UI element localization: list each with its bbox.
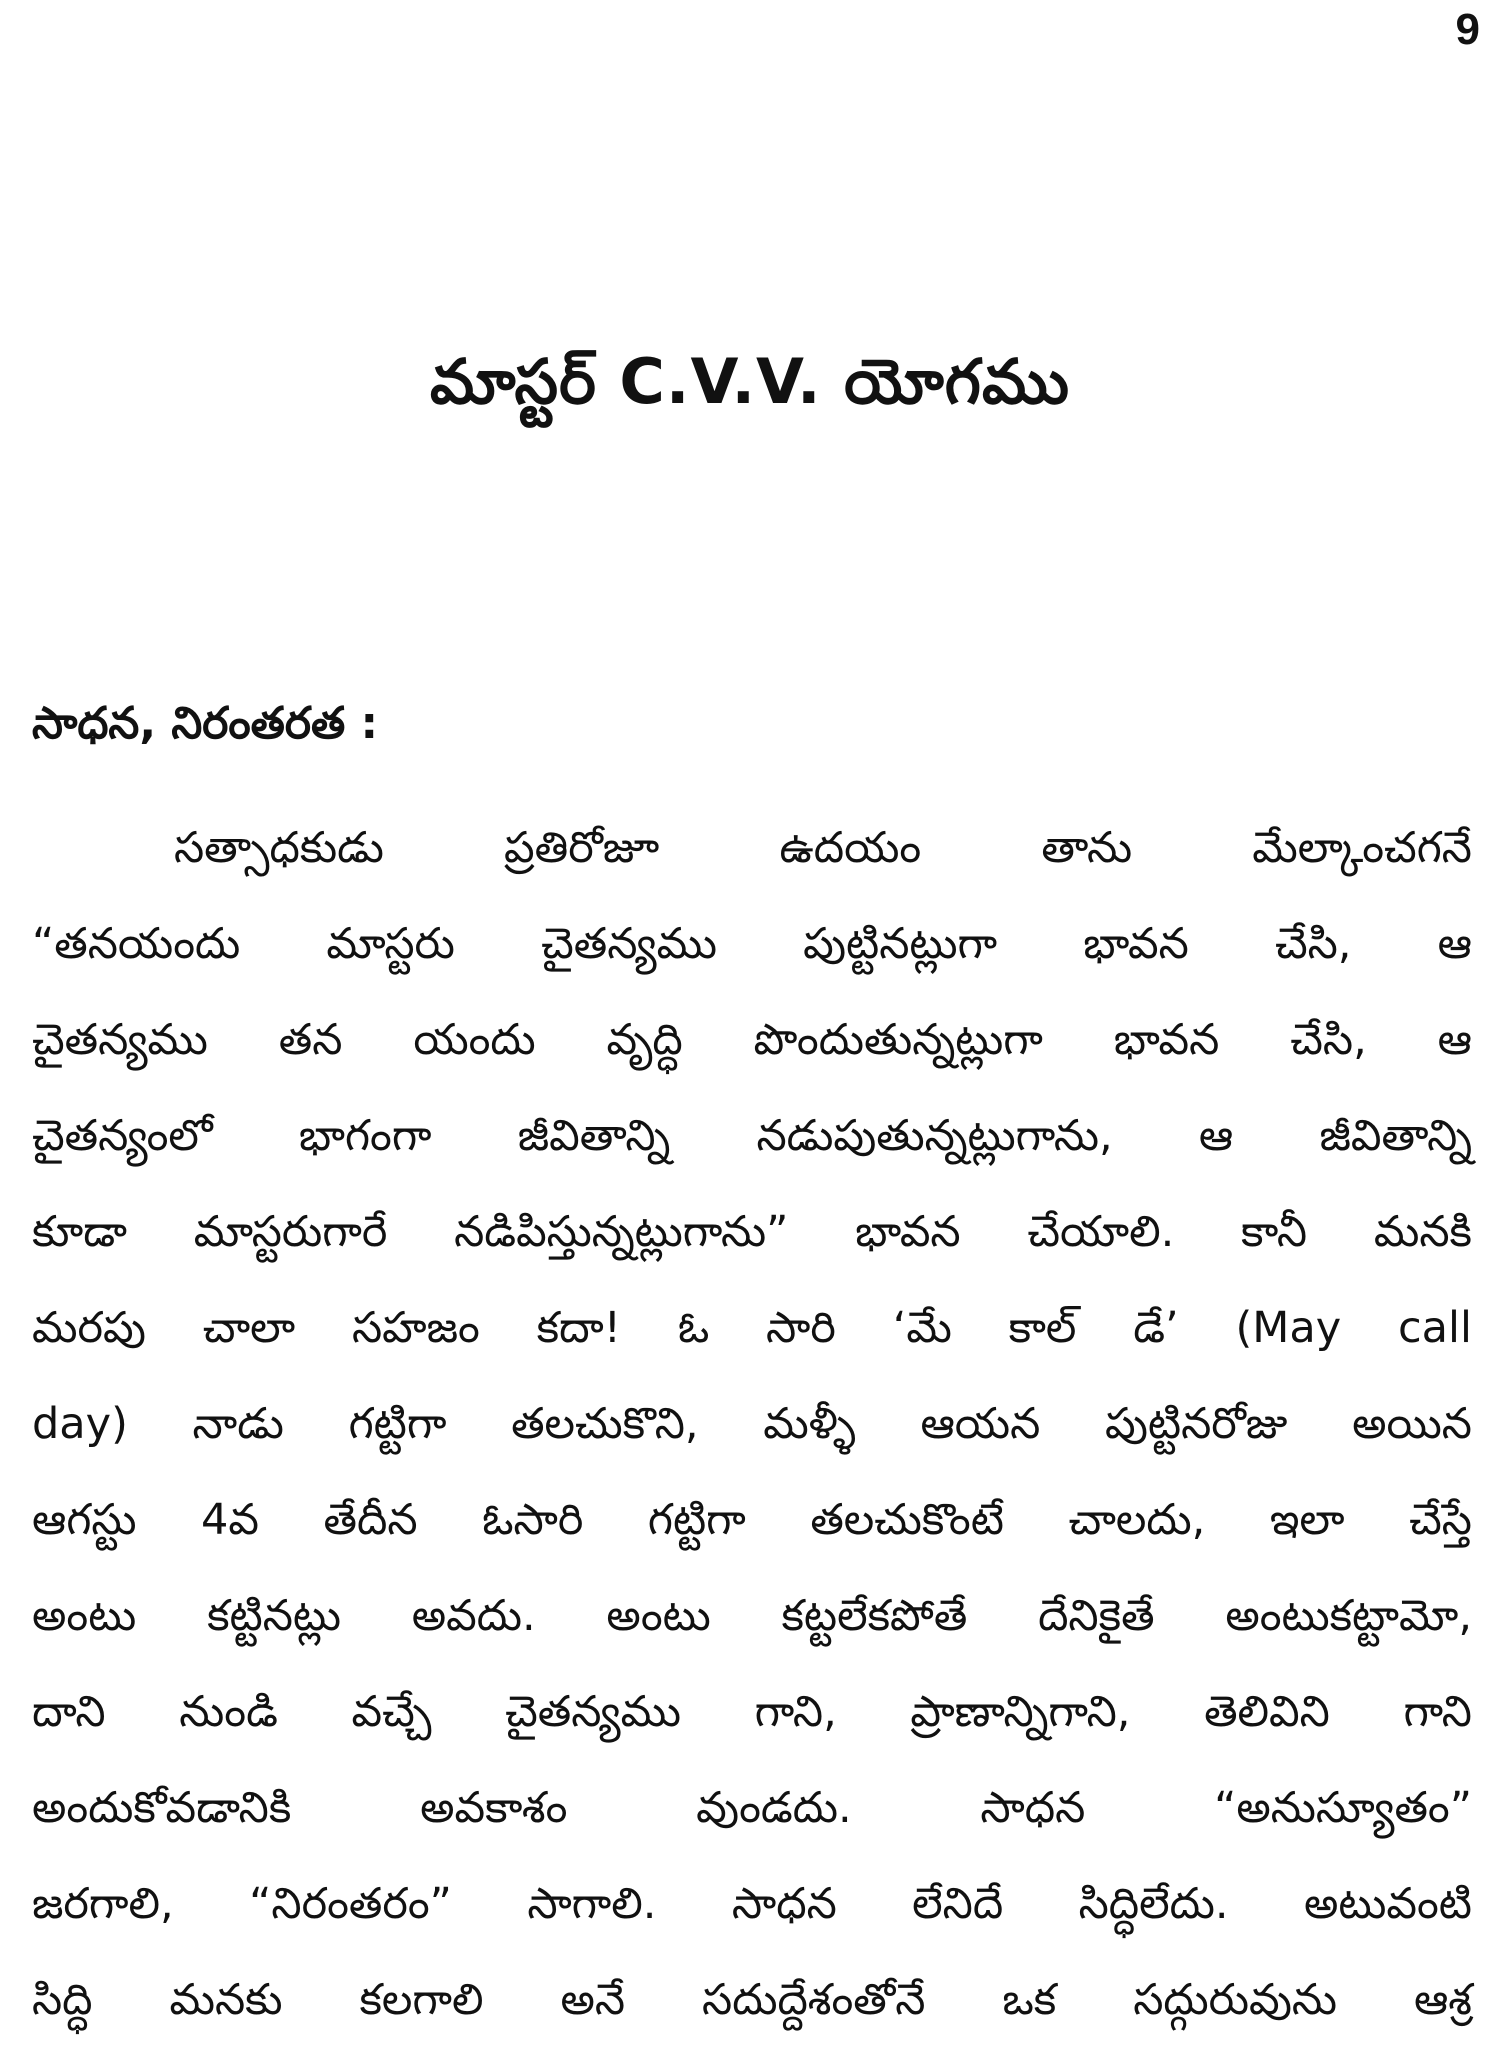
text-line: దాని నుండి వచ్చే చైతన్యము గాని, ప్రాణాన్నిగాని, తెలివిని గాని xyxy=(32,1687,1472,1737)
page-title: మాస్టర్ C.V.V. యోగము xyxy=(429,345,1070,418)
page-number: 9 xyxy=(1455,5,1480,54)
text-line: ఆగస్టు 4వ తేదీన ఓసారి గట్టిగా తలచుకొంటే చాలదు, ఇలా చేస్తే xyxy=(32,1495,1472,1545)
section-heading: సాధన, నిరంతరత : xyxy=(32,698,379,749)
text-line: జరగాలి, “నిరంతరం” సాగాలి. సాధన లేనిదే సిద్ధిలేదు. అటువంటి xyxy=(32,1879,1472,1929)
text-line: కూడా మాస్టరుగారే నడిపిస్తున్నట్లుగాను” భావన చేయాలి. కానీ మనకి xyxy=(32,1207,1472,1257)
text-line: అందుకోవడానికి అవకాశం వుండదు. సాధన “అనుస్యూతం” xyxy=(32,1783,1472,1833)
text-line: చైతన్యంలో భాగంగా జీవితాన్ని నడుపుతున్నట్లుగాను, ఆ జీవితాన్ని xyxy=(32,1111,1472,1161)
text-line: మరపు చాలా సహజం కదా! ఓ సారి ‘మే కాల్ డే’ (May call xyxy=(32,1303,1472,1353)
text-line: సత్సాధకుడు ప్రతిరోజూ ఉదయం తాను మేల్కాంచగనే xyxy=(174,823,1472,873)
body-paragraph xyxy=(32,800,1472,2048)
text-line: సిద్ధి మనకు కలగాలి అనే సదుద్దేశంతోనే ఒక సద్గురువును ఆశ్ర xyxy=(32,1975,1472,2025)
text-line: చైతన్యము తన యందు వృద్ధి పొందుతున్నట్లుగా భావన చేసి, ఆ xyxy=(32,1015,1472,1065)
text-line: “తనయందు మాస్టరు చైతన్యము పుట్టినట్లుగా భావన చేసి, ఆ xyxy=(32,919,1472,969)
text-line: day) నాడు గట్టిగా తలచుకొని, మళ్ళీ ఆయన పుట్టినరోజు అయిన xyxy=(32,1399,1472,1449)
text-line: అంటు కట్టినట్లు అవదు. అంటు కట్టలేకపోతే దేనికైతే అంటుకట్టామో, xyxy=(32,1591,1472,1641)
